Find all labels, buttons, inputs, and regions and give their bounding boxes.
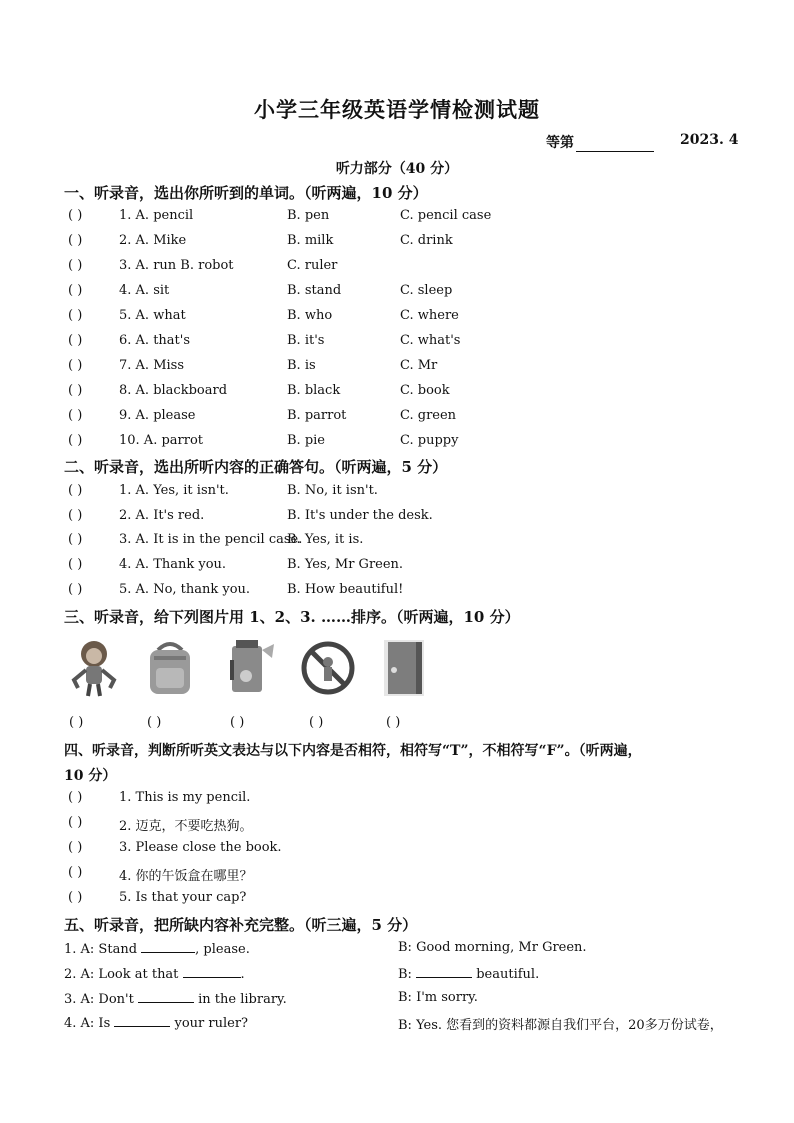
- dialogue-row: [0, 1014, 794, 1032]
- list-item: [0, 408, 794, 426]
- option-a: 2. A. It's red.: [119, 508, 205, 523]
- dialogue-b: B: Good morning, Mr Green.: [398, 940, 587, 955]
- dialogue-b-text: B:: [398, 967, 417, 982]
- picture-answer-paren[interactable]: ( ): [230, 715, 245, 730]
- fill-blank[interactable]: [183, 965, 241, 978]
- option-a: 4. A. sit: [119, 283, 170, 298]
- answer-paren[interactable]: ( ): [68, 358, 83, 373]
- exam-date: 2023. 4: [680, 132, 739, 148]
- list-item: [0, 483, 794, 501]
- option-b: B. who: [287, 308, 333, 323]
- answer-paren[interactable]: ( ): [68, 865, 83, 880]
- list-item: [0, 582, 794, 600]
- dialogue-a: [64, 990, 287, 1007]
- option-c: C. drink: [400, 233, 453, 248]
- schoolbag-image: [140, 636, 200, 698]
- option-c: C. book: [400, 383, 450, 398]
- option-b: B. How beautiful!: [287, 582, 404, 597]
- dialogue-a-text: 4. A: Is: [64, 1016, 115, 1031]
- answer-paren[interactable]: ( ): [68, 483, 83, 498]
- list-item: [0, 233, 794, 251]
- dialogue-b: [398, 965, 539, 982]
- option-c: C. sleep: [400, 283, 453, 298]
- statement-text: 5. Is that your cap?: [119, 890, 247, 905]
- answer-paren[interactable]: ( ): [68, 308, 83, 323]
- option-a: 9. A. please: [119, 408, 196, 423]
- list-item: [0, 508, 794, 526]
- option-c: C. puppy: [400, 433, 459, 448]
- option-b: B. milk: [287, 233, 334, 248]
- part-title: 听力部分（40 分）: [335, 161, 459, 177]
- answer-paren[interactable]: ( ): [68, 383, 83, 398]
- picture-row: [64, 636, 434, 702]
- list-item: [0, 383, 794, 401]
- option-b: B. It's under the desk.: [287, 508, 433, 523]
- option-b: B. is: [287, 358, 316, 373]
- option-b: B. stand: [287, 283, 342, 298]
- dialogue-b: B: I'm sorry.: [398, 990, 478, 1005]
- section4-heading: 四、听录音，判断所听英文表达与以下内容是否相符，相符写“T”，不相符写“F”。（听两遍，: [64, 743, 642, 759]
- list-item: [0, 433, 794, 451]
- answer-paren[interactable]: ( ): [68, 333, 83, 348]
- answer-paren[interactable]: ( ): [68, 840, 83, 855]
- picture-answer-paren[interactable]: ( ): [386, 715, 401, 730]
- option-a: 5. A. what: [119, 308, 186, 323]
- option-a: 4. A. Thank you.: [119, 557, 227, 572]
- dialogue-b-text: beautiful.: [472, 967, 540, 982]
- option-a: 5. A. No, thank you.: [119, 582, 251, 597]
- answer-paren[interactable]: ( ): [68, 890, 83, 905]
- option-a: 3. A. It is in the pencil case.: [119, 532, 303, 547]
- dialogue-row: [0, 965, 794, 983]
- option-a: 3. A. run B. robot: [119, 258, 234, 273]
- no-sign-image: [298, 636, 358, 698]
- list-item: [0, 283, 794, 301]
- door-image: [374, 636, 434, 698]
- dialogue-b: B: Yes. 您看到的资料都源自我们平台，20多万份试卷，: [398, 1018, 723, 1033]
- section4-heading-cont: 10 分）: [64, 768, 117, 784]
- option-b: B. Yes, it is.: [287, 532, 364, 547]
- picture-answer-paren[interactable]: ( ): [147, 715, 162, 730]
- option-a: 10. A. parrot: [119, 433, 204, 448]
- option-b: B. Yes, Mr Green.: [287, 557, 404, 572]
- answer-paren[interactable]: ( ): [68, 408, 83, 423]
- answer-paren[interactable]: ( ): [68, 258, 83, 273]
- list-item: [0, 865, 794, 883]
- dialogue-a-text: 3. A: Don't: [64, 992, 138, 1007]
- option-a: 1. A. Yes, it isn't.: [119, 483, 229, 498]
- statement-text: 2. 迈克，不要吃热狗。: [119, 819, 253, 834]
- grade-field: [546, 132, 654, 152]
- option-b: B. parrot: [287, 408, 347, 423]
- option-b: B. pen: [287, 208, 330, 223]
- fill-blank[interactable]: [141, 940, 195, 953]
- answer-paren[interactable]: ( ): [68, 433, 83, 448]
- grade-label: 等第: [546, 135, 574, 151]
- option-c: C. Mr: [400, 358, 438, 373]
- section1-heading: 一、听录音，选出你所听到的单词。（听两遍，10 分）: [64, 184, 428, 202]
- option-c: C. what's: [400, 333, 461, 348]
- section5-heading: 五、听录音，把所缺内容补充完整。（听三遍，5 分）: [64, 916, 418, 934]
- dialogue-a: [64, 965, 245, 982]
- fill-blank[interactable]: [416, 965, 472, 978]
- dialogue-a-text: your ruler?: [170, 1016, 249, 1031]
- dialogue-a-text: in the library.: [194, 992, 287, 1007]
- answer-paren[interactable]: ( ): [68, 283, 83, 298]
- option-a: 6. A. that's: [119, 333, 191, 348]
- option-c: C. pencil case: [400, 208, 492, 223]
- page-title: 小学三年级英语学情检测试题: [254, 97, 540, 122]
- list-item: [0, 258, 794, 276]
- list-item: [0, 890, 794, 908]
- list-item: [0, 358, 794, 376]
- option-b: C. ruler: [287, 258, 338, 273]
- bin-image: [220, 636, 280, 698]
- answer-paren[interactable]: ( ): [68, 532, 83, 547]
- option-c: C. green: [400, 408, 457, 423]
- fill-blank[interactable]: [114, 1014, 170, 1027]
- dialogue-row: [0, 940, 794, 958]
- option-a: 2. A. Mike: [119, 233, 187, 248]
- list-item: [0, 840, 794, 858]
- list-item: [0, 532, 794, 550]
- section3-heading: 三、听录音，给下列图片用 1、2、3. ……排序。（听两遍，10 分）: [64, 608, 520, 626]
- list-item: [0, 557, 794, 575]
- dialogue-a-text: 1. A: Stand: [64, 942, 142, 957]
- dialogue-a: [64, 1014, 248, 1031]
- answer-paren[interactable]: ( ): [68, 815, 83, 830]
- exercising-child-image: [64, 636, 124, 698]
- dialogue-a-text: 2. A: Look at that: [64, 967, 183, 982]
- option-b: B. pie: [287, 433, 325, 448]
- picture-answer-paren[interactable]: ( ): [69, 715, 84, 730]
- list-item: [0, 308, 794, 326]
- dialogue-a: [64, 940, 250, 957]
- option-c: C. where: [400, 308, 459, 323]
- option-a: 8. A. blackboard: [119, 383, 228, 398]
- option-b: B. black: [287, 383, 341, 398]
- answer-paren[interactable]: ( ): [68, 790, 83, 805]
- statement-text: 3. Please close the book.: [119, 840, 282, 855]
- answer-paren[interactable]: ( ): [68, 233, 83, 248]
- statement-text: 1. This is my pencil.: [119, 790, 251, 805]
- fill-blank[interactable]: [138, 990, 194, 1003]
- answer-paren[interactable]: ( ): [68, 208, 83, 223]
- list-item: [0, 815, 794, 833]
- dialogue-a-text: .: [240, 967, 245, 982]
- answer-paren[interactable]: ( ): [68, 582, 83, 597]
- picture-answer-paren[interactable]: ( ): [309, 715, 324, 730]
- answer-paren[interactable]: ( ): [68, 508, 83, 523]
- section2-heading: 二、听录音，选出所听内容的正确答句。（听两遍，5 分）: [64, 458, 448, 476]
- list-item: [0, 208, 794, 226]
- option-a: 7. A. Miss: [119, 358, 184, 373]
- answer-paren[interactable]: ( ): [68, 557, 83, 572]
- statement-text: 4. 你的午饭盒在哪里？: [119, 869, 253, 884]
- option-a: 1. A. pencil: [119, 208, 194, 223]
- option-b: B. No, it isn't.: [287, 483, 378, 498]
- option-b: B. it's: [287, 333, 325, 348]
- grade-blank[interactable]: [576, 137, 654, 152]
- list-item: [0, 333, 794, 351]
- list-item: [0, 790, 794, 808]
- dialogue-a-text: , please.: [195, 942, 250, 957]
- dialogue-row: [0, 990, 794, 1008]
